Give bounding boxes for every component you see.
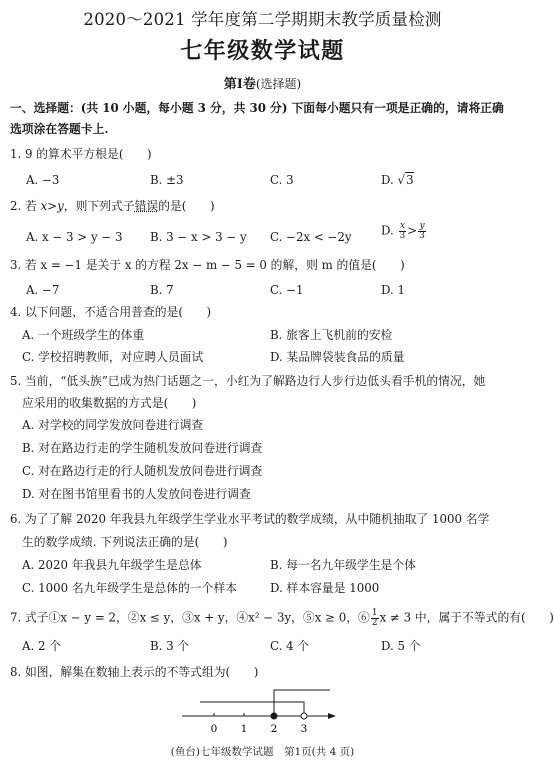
q5-option-d: D. 对在图书馆里看书的人发放问卷进行调查 (22, 487, 251, 501)
q2-option-b: B. 3 − x > 3 − y (150, 230, 247, 244)
q2-var-x: x (40, 199, 48, 213)
q2-option-c: C. −2x < −2y (270, 230, 352, 244)
q6-stem-line1: 6. 为了了解 2020 年我县九年级学生学业水平考试的数学成绩，从中随机抽取了 1000 名学 (10, 512, 490, 526)
q2-stem-part: 的是( ) (158, 199, 215, 213)
q2-option-d-prefix: D. (381, 223, 398, 238)
open-point (301, 713, 307, 719)
q4-option-a: A. 一个班级学生的体重 (22, 328, 145, 342)
volume-label: 第Ⅰ卷 (223, 77, 256, 92)
q2-stem-part: ，则下列式子 (63, 199, 135, 213)
q1-option-d-radicand: 3 (406, 173, 414, 187)
q4-option-d: D. 某品牌袋装食品的质量 (270, 350, 405, 364)
numerator: 1 (371, 608, 378, 618)
solid-point (271, 713, 277, 719)
q1-option-d-prefix: D. (381, 173, 398, 187)
exam-title: 七年级数学试题 (180, 38, 345, 64)
q3-option-c: C. −1 (270, 283, 304, 297)
number-line-figure (180, 684, 340, 742)
section-instructions-line2: 选项涂在答题卡上. (10, 122, 109, 136)
q1-option-b: B. ±3 (150, 173, 184, 187)
q6-stem-line2: 生的数学成绩. 下列说法正确的是( ) (22, 535, 228, 549)
q6-option-b: B. 每一名九年级学生是个体 (270, 558, 416, 572)
q7-option-c: C. 4 个 (270, 639, 310, 653)
volume-heading (0, 73, 525, 92)
q1-option-a: A. −3 (26, 173, 60, 187)
q3-option-d: D. 1 (381, 283, 406, 297)
q7-option-d: D. 5 个 (381, 639, 421, 653)
volume-sub: (选择题) (255, 77, 302, 91)
q5-option-b: B. 对在路边行走的学生随机发放问卷进行调查 (22, 441, 263, 455)
q2-stem-part: 2. 若 (10, 199, 41, 213)
q7-option-a: A. 2 个 (22, 639, 62, 653)
q5-option-c: C. 对在路边行走的行人随机发放问卷进行调查 (22, 464, 263, 478)
numerator: y (419, 221, 425, 231)
q8-stem: 8. 如图，解集在数轴上表示的不等式组为( ) (10, 665, 259, 679)
number-line-label: 3 (300, 723, 308, 735)
q7-stem-part: x ≠ 3 中，属于不等式的有( ) (379, 610, 554, 625)
numerator: x (399, 221, 405, 231)
denominator: 2 (371, 618, 378, 628)
q3-stem: 3. 若 x = −1 是关于 x 的方程 2x − m − 5 = 0 的解，则 m 的值是( ) (10, 258, 405, 272)
solution-bracket-right (200, 702, 304, 714)
exam-header: 2020～2021 学年度第二学期期末教学质量检测 (83, 10, 442, 29)
q1-option-c: C. 3 (270, 173, 294, 187)
q3-option-b: B. 7 (150, 283, 174, 297)
q6-option-a: A. 2020 年我县九年级学生是总体 (22, 558, 202, 572)
fraction-y-over-3 (418, 222, 426, 241)
q7-option-b: B. 3 个 (150, 639, 190, 653)
section-instructions-line1: 一、选择题：(共 10 小题，每小题 3 分，共 30 分) 下面每小题只有一项是正确的，请将正确 (10, 101, 504, 115)
sqrt-sign: √ (397, 173, 406, 187)
q2-option-a: A. x − 3 > y − 3 (26, 230, 123, 244)
q2-option-d-op: > (407, 223, 418, 238)
q5-stem-line2: 应采用的收集数据的方式是( ) (22, 396, 197, 410)
number-line-label: 2 (270, 723, 278, 735)
number-line-label: 0 (210, 723, 218, 735)
q4-option-c: C. 学校招聘教师，对应聘人员面试 (22, 350, 204, 364)
q6-option-d: D. 样本容量是 1000 (270, 581, 380, 595)
q5-stem-line1: 5. 当前，“低头族”已成为热门话题之一，小红为了解路边行人步行边低头看手机的情况，她 (10, 374, 486, 388)
axis-arrow-icon (328, 713, 336, 719)
q4-option-b: B. 旅客上飞机前的安检 (270, 328, 393, 342)
q3-option-a: A. −7 (26, 283, 60, 297)
q1-stem: 1. 9 的算术平方根是( ) (10, 147, 152, 161)
q6-option-c: C. 1000 名九年级学生是总体的一个样本 (22, 581, 238, 595)
q5-option-a: A. 对学校的同学发放问卷进行调查 (22, 418, 204, 432)
fraction-x-over-3 (399, 222, 407, 241)
q2-option-d (381, 222, 427, 241)
fraction-one-half (371, 609, 379, 628)
q2-stem (10, 198, 215, 214)
q2-var-y: y (57, 199, 64, 213)
q2-gt: > (47, 199, 58, 213)
q1-option-d (381, 172, 414, 188)
page-footer: (鱼台)七年级数学试题 第1页(共 4 页) (170, 746, 355, 758)
q2-emphasis-wrong: 错误 (134, 199, 159, 213)
denominator: 3 (399, 231, 406, 241)
number-line-label: 1 (240, 723, 248, 735)
q7-stem-part: 7. 式子①x − y = 2，②x ≤ y，③x + y，④x² − 3y，⑤x ≥ 0，⑥ (10, 610, 370, 625)
q7-stem (10, 609, 554, 628)
denominator: 3 (419, 231, 425, 241)
q4-stem: 4. 以下问题，不适合用普查的是( ) (10, 305, 212, 319)
